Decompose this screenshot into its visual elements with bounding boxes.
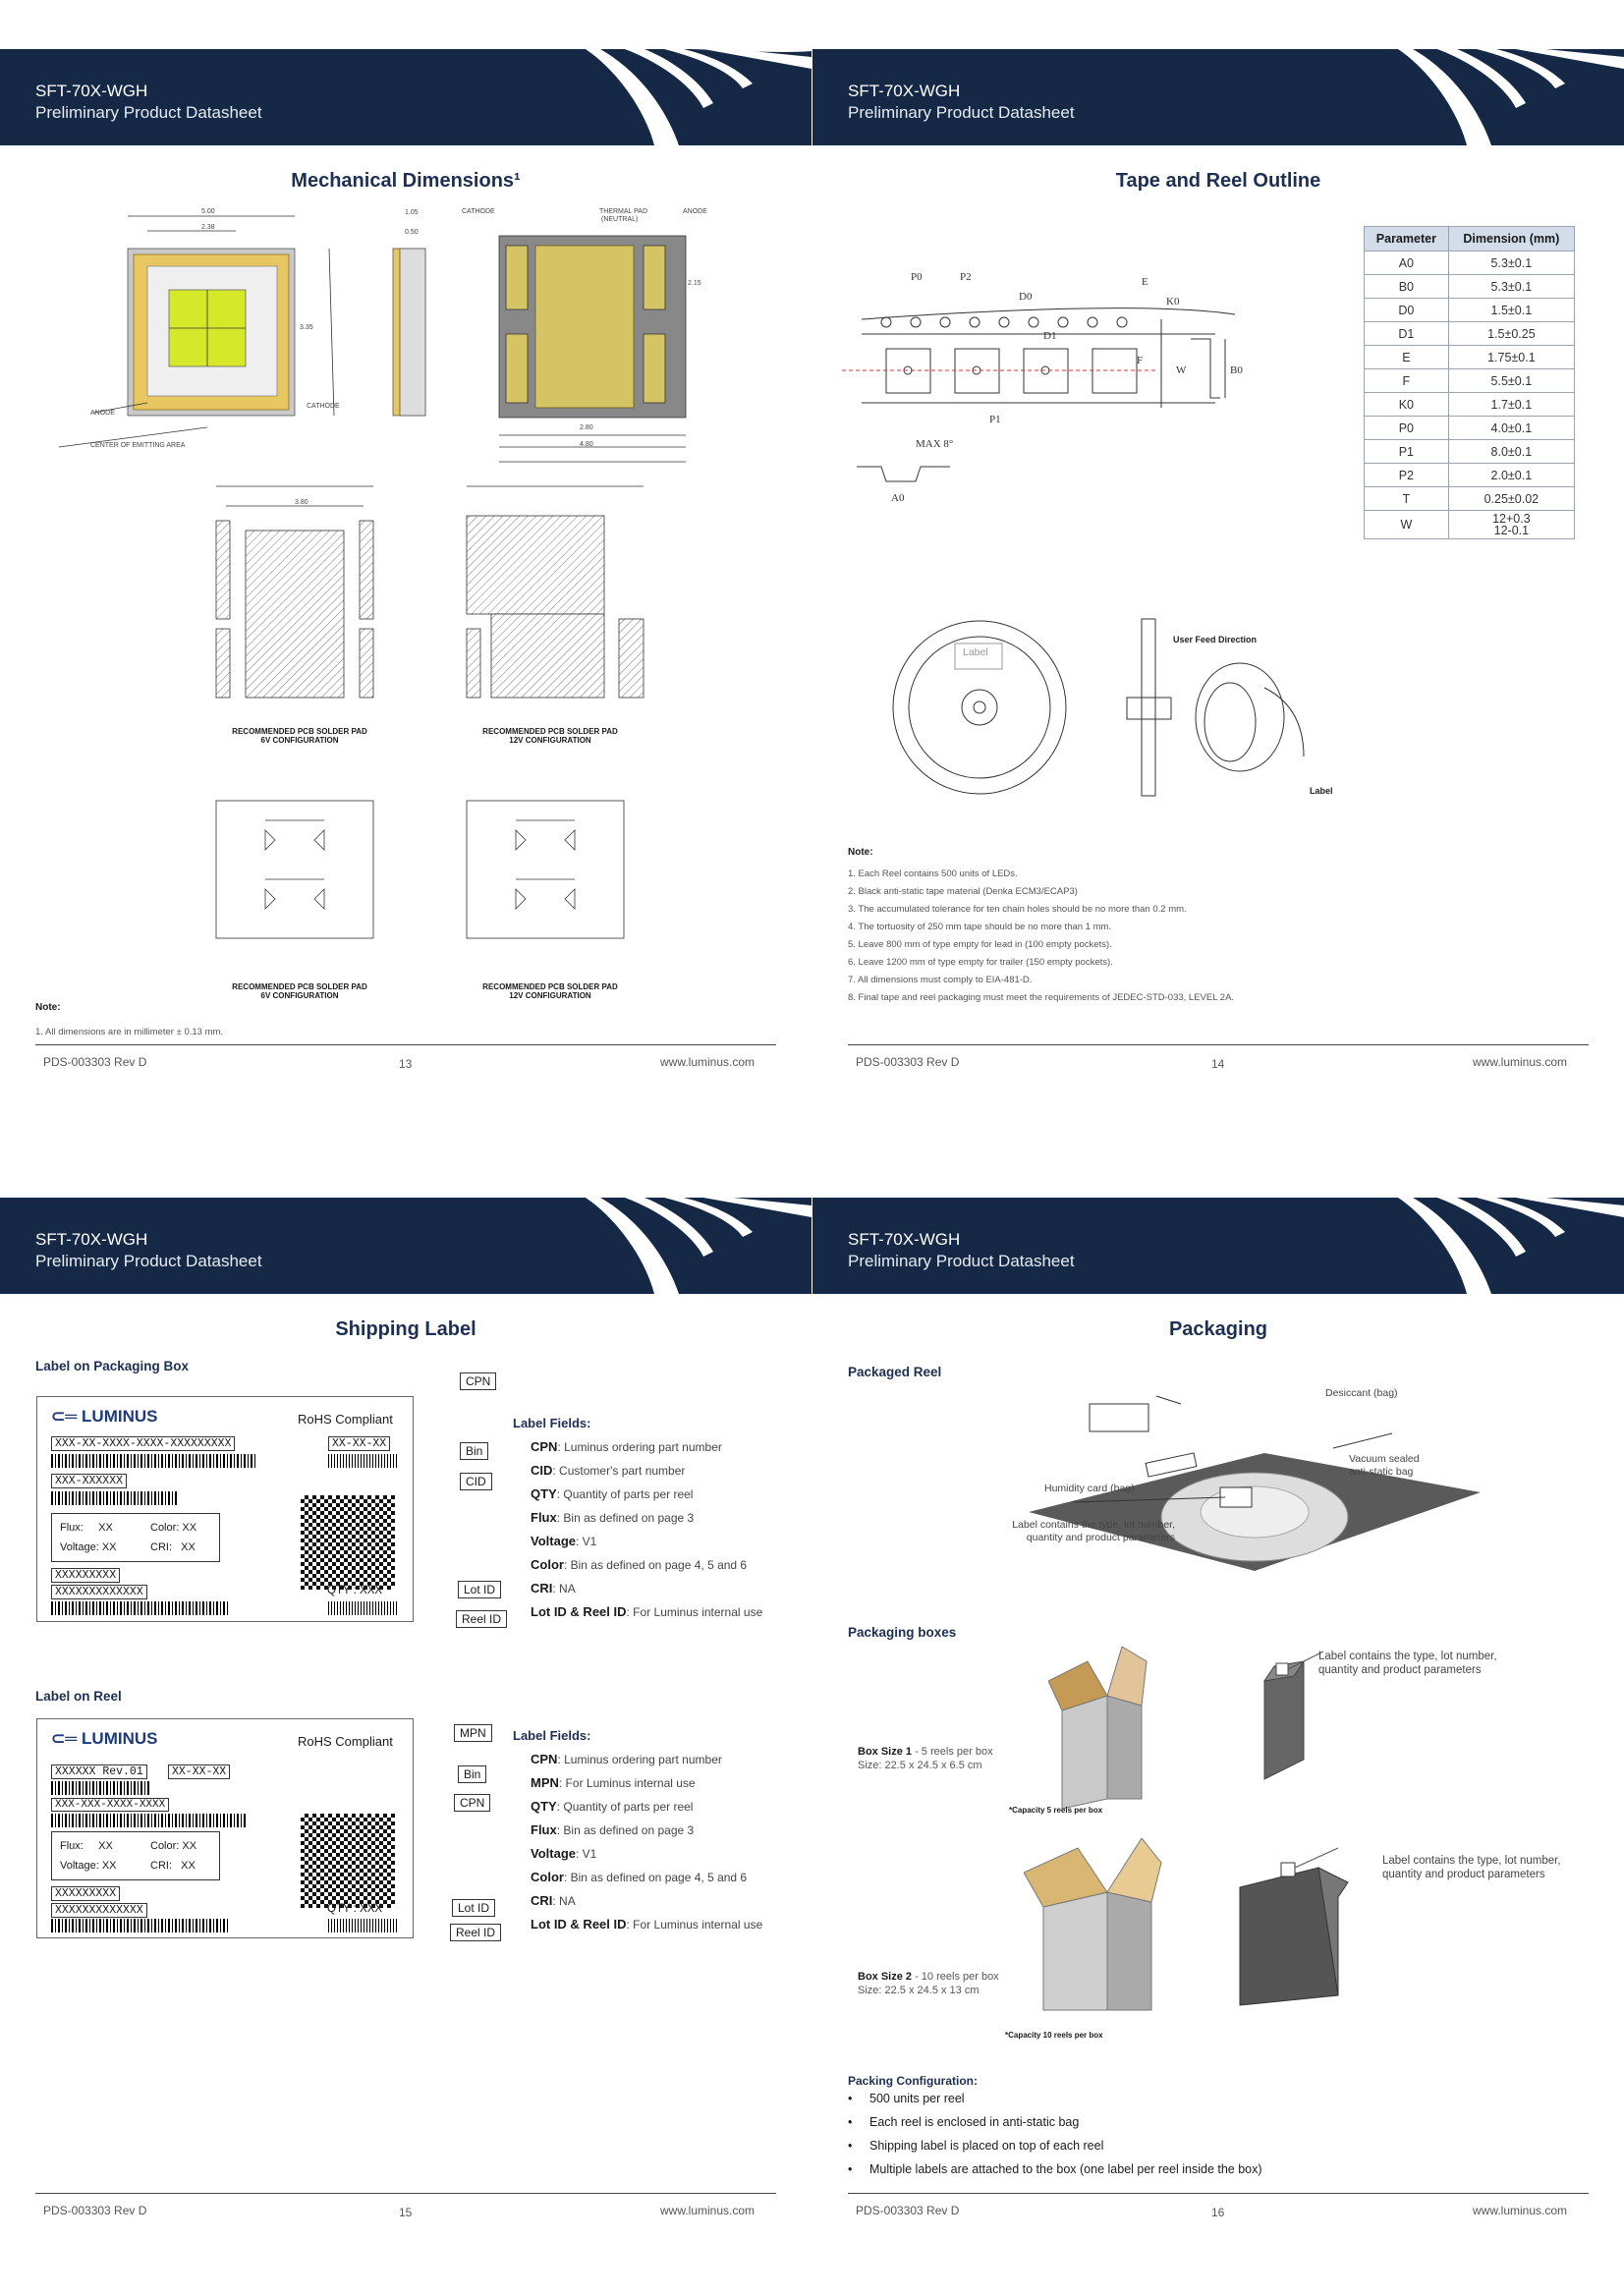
dimension-cell: 12+0.3 12-0.1 bbox=[1448, 511, 1574, 539]
config-item: • Multiple labels are attached to the box (one label per reel inside the box) bbox=[848, 2157, 1262, 2181]
flux-voltage-box: Flux: XX Color: XX Voltage: XX CRI: XX bbox=[51, 1831, 220, 1880]
qty-value: QTY : XXX bbox=[327, 1903, 383, 1915]
table-row bbox=[1365, 511, 1575, 539]
datasheet-subtitle: Preliminary Product Datasheet bbox=[848, 103, 1075, 122]
neutral-label: (NEUTRAL) bbox=[601, 216, 639, 223]
label-field: Voltage: V1 bbox=[531, 1846, 597, 1861]
note-heading: Note: bbox=[848, 847, 873, 858]
table-row bbox=[1365, 369, 1575, 393]
param-cell: E bbox=[1365, 346, 1449, 369]
datasheet-subtitle: Preliminary Product Datasheet bbox=[35, 1252, 262, 1270]
table-row bbox=[1365, 464, 1575, 487]
svg-text:A0: A0 bbox=[891, 492, 905, 504]
dimension-cell: 4.0±0.1 bbox=[1448, 417, 1574, 440]
svg-text:K0: K0 bbox=[1166, 296, 1180, 308]
page-13 bbox=[0, 0, 812, 1148]
reel-value: XXXXXXXXXXXXX bbox=[51, 1585, 147, 1599]
tag-cpn: CPN bbox=[454, 1794, 490, 1812]
datasheet-subtitle: Preliminary Product Datasheet bbox=[35, 103, 262, 122]
tag-mpn: MPN bbox=[454, 1724, 492, 1742]
cathode-label: CATHODE bbox=[462, 208, 495, 215]
lot-value: XXXXXXXXX bbox=[51, 1886, 120, 1901]
param-cell: P2 bbox=[1365, 464, 1449, 487]
barcode bbox=[51, 1601, 228, 1615]
label-field: CPN: Luminus ordering part number bbox=[531, 1439, 722, 1454]
packaged-reel-heading: Packaged Reel bbox=[848, 1365, 942, 1379]
anode-label: ANODE bbox=[683, 208, 707, 215]
label-field: Voltage: V1 bbox=[531, 1534, 597, 1548]
svg-text:W: W bbox=[1176, 364, 1187, 376]
box-label bbox=[36, 1396, 414, 1622]
table-row bbox=[1365, 322, 1575, 346]
barcode bbox=[51, 1454, 257, 1468]
dim-label: 2.15 bbox=[688, 280, 701, 287]
dim-label: 1.05 bbox=[405, 209, 419, 216]
reel-label-fields: Label Fields: CPN: Luminus ordering part number MPN: For Luminus internal use QTY: Quantity of parts per reel Flux: Bin as defined on page 3 Voltage: V1 Color: Bin as defined on page 4, 5 and 6 CRI: NA Lot ID & Reel ID: For Luminus internal use bbox=[513, 1724, 762, 1936]
tag-bin: Bin bbox=[460, 1442, 488, 1460]
table-row bbox=[1365, 487, 1575, 511]
svg-text:D0: D0 bbox=[1019, 291, 1033, 303]
dim-label: 0.50 bbox=[405, 229, 419, 236]
table-row bbox=[1365, 393, 1575, 417]
footer-url[interactable]: www.luminus.com bbox=[660, 2204, 756, 2217]
tag-cpn: CPN bbox=[460, 1372, 496, 1390]
dimension-cell: 5.5±0.1 bbox=[1448, 369, 1574, 393]
param-cell: P0 bbox=[1365, 417, 1449, 440]
dim-label: 2.38 bbox=[201, 224, 215, 231]
product-name: SFT-70X-WGH bbox=[35, 82, 148, 100]
box-size-2-text: Box Size 2 - 10 reels per box Size: 22.5 x 24.5 x 13 cm bbox=[858, 1971, 999, 1996]
product-name: SFT-70X-WGH bbox=[35, 1230, 148, 1249]
note-item: 6. Leave 1200 mm of type empty for trailer (150 empty pockets). bbox=[848, 957, 1113, 968]
user-feed-direction: User Feed Direction bbox=[1173, 635, 1258, 644]
barcode bbox=[51, 1814, 248, 1827]
rohs-text: RoHS Compliant bbox=[298, 1734, 393, 1749]
packing-config-list bbox=[826, 2087, 1262, 2181]
center-emitting-label: CENTER OF EMITTING AREA bbox=[90, 442, 186, 449]
page-header bbox=[812, 1198, 1624, 1294]
tape-drawing bbox=[842, 260, 1284, 516]
svg-text:P2: P2 bbox=[960, 271, 972, 283]
lot-value: XXXXXXXXX bbox=[51, 1568, 120, 1583]
table-row bbox=[1365, 252, 1575, 275]
dimension-cell: 1.5±0.1 bbox=[1448, 299, 1574, 322]
svg-text:P0: P0 bbox=[911, 271, 923, 283]
dimension-cell: 2.0±0.1 bbox=[1448, 464, 1574, 487]
reel-value: XXXXXXXXXXXXX bbox=[51, 1903, 147, 1918]
caption-6v: RECOMMENDED PCB SOLDER PAD 6V CONFIGURATION bbox=[232, 727, 367, 745]
doc-number: PDS-003303 Rev D bbox=[43, 2204, 147, 2217]
swoosh-logo-graphic bbox=[586, 1198, 812, 1294]
dimension-cell: 8.0±0.1 bbox=[1448, 440, 1574, 464]
note-item: 2. Black anti-static tape material (Denka ECM3/ECAP3) bbox=[848, 886, 1078, 897]
config-item: • Shipping label is placed on top of each reel bbox=[848, 2134, 1262, 2157]
note-heading: Note: bbox=[35, 1002, 61, 1013]
qty-value: QTY : XXX bbox=[327, 1585, 383, 1596]
table-row bbox=[1365, 275, 1575, 299]
logo-mark-icon: ⊂═ bbox=[51, 1407, 78, 1426]
doc-number: PDS-003303 Rev D bbox=[856, 2204, 960, 2217]
dimension-cell: 5.3±0.1 bbox=[1448, 275, 1574, 299]
note-text: 1. All dimensions are in millimeter ± 0.13 mm. bbox=[35, 1027, 224, 1037]
dim-label: 3.35 bbox=[300, 324, 313, 331]
barcode bbox=[328, 1919, 397, 1932]
svg-text:B0: B0 bbox=[1230, 364, 1243, 376]
page-number: 16 bbox=[1211, 2206, 1225, 2219]
packaging-boxes-heading: Packaging boxes bbox=[848, 1625, 957, 1640]
caption-12v-circuit: RECOMMENDED PCB SOLDER PAD 12V CONFIGURATION bbox=[482, 982, 618, 1000]
box-label-note-1: Label contains the type, lot number, quantity and product parameters bbox=[1318, 1651, 1497, 1676]
box-2-capacity: *Capacity 10 reels per box bbox=[1005, 2031, 1103, 2040]
page-header bbox=[812, 49, 1624, 145]
caption-12v: RECOMMENDED PCB SOLDER PAD 12V CONFIGURATION bbox=[482, 727, 618, 745]
note-item: 3. The accumulated tolerance for ten chain holes should be no more than 0.2 mm. bbox=[848, 904, 1187, 915]
reel-label-text: Label bbox=[963, 646, 988, 658]
caption-6v-circuit: RECOMMENDED PCB SOLDER PAD 6V CONFIGURATION bbox=[232, 982, 367, 1000]
reel-label-heading: Label on Reel bbox=[35, 1689, 122, 1704]
anode-label: ANODE bbox=[90, 410, 115, 417]
param-cell: A0 bbox=[1365, 252, 1449, 275]
tag-reel-id: Reel ID bbox=[456, 1610, 507, 1628]
dimension-cell: 0.25±0.02 bbox=[1448, 487, 1574, 511]
page-number: 14 bbox=[1211, 1057, 1225, 1071]
note-item: 8. Final tape and reel packaging must meet the requirements of JEDEC-STD-033, LEVEL 2A. bbox=[848, 992, 1235, 1003]
tag-bin: Bin bbox=[458, 1765, 486, 1783]
dimension-cell: 1.75±0.1 bbox=[1448, 346, 1574, 369]
page-header bbox=[0, 49, 812, 145]
box-1-capacity: *Capacity 5 reels per box bbox=[1009, 1806, 1103, 1815]
box-label-note-2: Label contains the type, lot number, quantity and product parameters bbox=[1382, 1855, 1561, 1880]
param-cell: W bbox=[1365, 511, 1449, 539]
packing-config-heading: Packing Configuration: bbox=[848, 2074, 978, 2088]
datasheet-subtitle: Preliminary Product Datasheet bbox=[848, 1252, 1075, 1270]
luminus-logo: ⊂═ LUMINUS bbox=[51, 1407, 158, 1426]
humidity-card-label: Humidity card (bag) bbox=[1044, 1483, 1135, 1494]
mechanical-drawings bbox=[0, 201, 812, 1046]
svg-text:D1: D1 bbox=[1043, 330, 1057, 342]
footer-url[interactable]: www.luminus.com bbox=[660, 1055, 756, 1069]
footer-rule bbox=[848, 2193, 1589, 2194]
qr-code bbox=[301, 1814, 395, 1908]
label-field: CRI: NA bbox=[531, 1893, 576, 1908]
dimension-cell: 1.5±0.25 bbox=[1448, 322, 1574, 346]
doc-number: PDS-003303 Rev D bbox=[43, 1055, 147, 1069]
page-header bbox=[0, 1198, 812, 1294]
param-cell: K0 bbox=[1365, 393, 1449, 417]
label-field: QTY: Quantity of parts per reel bbox=[531, 1799, 694, 1814]
page-title: Tape and Reel Outline bbox=[1115, 170, 1321, 192]
footer-rule bbox=[848, 1044, 1589, 1045]
col-parameter: Parameter bbox=[1365, 227, 1449, 252]
box-label-heading: Label on Packaging Box bbox=[35, 1359, 190, 1373]
page-title: Mechanical Dimensions¹ bbox=[291, 170, 521, 192]
notes-list bbox=[848, 866, 1234, 1007]
note-item: 7. All dimensions must comply to EIA-481-D. bbox=[848, 975, 1033, 985]
page-15 bbox=[0, 1148, 812, 2296]
label-field: Lot ID & Reel ID: For Luminus internal use bbox=[531, 1604, 763, 1619]
page-number: 13 bbox=[399, 1057, 413, 1071]
logo-mark-icon: ⊂═ bbox=[51, 1729, 78, 1748]
page-16 bbox=[812, 1148, 1624, 2296]
dimension-cell: 5.3±0.1 bbox=[1448, 252, 1574, 275]
footer-rule bbox=[35, 2193, 776, 2194]
product-name: SFT-70X-WGH bbox=[848, 82, 961, 100]
svg-text:P1: P1 bbox=[989, 414, 1001, 425]
table-row bbox=[1365, 299, 1575, 322]
swoosh-logo-graphic bbox=[586, 49, 812, 145]
swoosh-logo-graphic bbox=[1398, 1198, 1624, 1294]
label-field: CID: Customer's part number bbox=[531, 1463, 686, 1478]
dimension-cell: 1.7±0.1 bbox=[1448, 393, 1574, 417]
tape-dimension-table bbox=[1364, 226, 1575, 539]
svg-text:F: F bbox=[1137, 355, 1144, 366]
param-cell: B0 bbox=[1365, 275, 1449, 299]
reel-label-note: Label contains the type, lot number, quantity and product parameters bbox=[1012, 1519, 1175, 1543]
note-item: 1. Each Reel contains 500 units of LEDs. bbox=[848, 868, 1018, 879]
qr-code bbox=[301, 1495, 395, 1590]
label-field: Flux: Bin as defined on page 3 bbox=[531, 1822, 695, 1837]
tag-reel-id: Reel ID bbox=[450, 1924, 501, 1941]
label-field: CRI: NA bbox=[531, 1581, 576, 1596]
dim-label: 2.80 bbox=[580, 424, 593, 431]
tag-lot-id: Lot ID bbox=[458, 1581, 501, 1598]
footer-rule bbox=[35, 1044, 776, 1045]
param-cell: D1 bbox=[1365, 322, 1449, 346]
table-row bbox=[1365, 417, 1575, 440]
table-row bbox=[1365, 346, 1575, 369]
reel-label bbox=[36, 1718, 414, 1938]
param-cell: D0 bbox=[1365, 299, 1449, 322]
label-field: CPN: Luminus ordering part number bbox=[531, 1752, 722, 1766]
cpn-value: XXX-XXX-XXXX-XXXX bbox=[51, 1798, 169, 1812]
config-item: • 500 units per reel bbox=[848, 2087, 1262, 2110]
page-14 bbox=[812, 0, 1624, 1148]
rohs-text: RoHS Compliant bbox=[298, 1412, 393, 1427]
note-item: 4. The tortuosity of 250 mm tape should be no more than 1 mm. bbox=[848, 922, 1112, 932]
label-field: MPN: For Luminus internal use bbox=[531, 1775, 696, 1790]
vacuum-label: Vacuum sealed anti-static bag bbox=[1349, 1453, 1420, 1478]
table-row bbox=[1365, 440, 1575, 464]
cpn-value: XXX-XX-XXXX-XXXX-XXXXXXXXX bbox=[51, 1436, 235, 1451]
note-item: 5. Leave 800 mm of type empty for lead in (100 empty pockets). bbox=[848, 939, 1112, 950]
luminus-logo: ⊂═ LUMINUS bbox=[51, 1729, 158, 1748]
label-field: Color: Bin as defined on page 4, 5 and 6 bbox=[531, 1557, 748, 1572]
flux-voltage-box: Flux: XX Color: XX Voltage: XX CRI: XX bbox=[51, 1513, 220, 1562]
footer-url[interactable]: www.luminus.com bbox=[1473, 1055, 1568, 1069]
mpn-value: XXXXXX Rev.01 bbox=[51, 1764, 147, 1779]
svg-text:MAX 8°: MAX 8° bbox=[916, 438, 954, 450]
cathode-label: CATHODE bbox=[307, 403, 340, 410]
tag-cid: CID bbox=[460, 1473, 492, 1490]
footer-url[interactable]: www.luminus.com bbox=[1473, 2204, 1568, 2217]
dim-label: 5.00 bbox=[201, 208, 215, 215]
box-label-fields: Label Fields: CPN: Luminus ordering part number CID: Customer's part number QTY: Quantity of parts per reel Flux: Bin as defined on page 3 Voltage: V1 Color: Bin as defined on page 4, 5 and 6 CRI: NA Lot ID & Reel ID: For Luminus internal use bbox=[513, 1412, 762, 1624]
bin-value: XX-XX-XX bbox=[328, 1436, 390, 1451]
config-item: • Each reel is enclosed in anti-static bag bbox=[848, 2110, 1262, 2134]
label-field: Color: Bin as defined on page 4, 5 and 6 bbox=[531, 1870, 748, 1884]
swoosh-logo-graphic bbox=[1398, 49, 1624, 145]
doc-number: PDS-003303 Rev D bbox=[856, 1055, 960, 1069]
label-field: Flux: Bin as defined on page 3 bbox=[531, 1510, 695, 1525]
svg-text:E: E bbox=[1142, 276, 1148, 288]
barcode bbox=[51, 1919, 228, 1932]
barcode bbox=[328, 1601, 397, 1615]
cid-value: XXX-XXXXXX bbox=[51, 1474, 127, 1488]
bin-value: XX-XX-XX bbox=[168, 1764, 230, 1779]
dim-label: 4.80 bbox=[580, 441, 593, 448]
box-size-1-text: Box Size 1 - 5 reels per box Size: 22.5 x 24.5 x 6.5 cm bbox=[858, 1746, 993, 1771]
barcode bbox=[51, 1491, 179, 1505]
col-dimension: Dimension (mm) bbox=[1448, 227, 1574, 252]
barcode bbox=[328, 1454, 397, 1468]
param-cell: T bbox=[1365, 487, 1449, 511]
param-cell: F bbox=[1365, 369, 1449, 393]
barcode bbox=[51, 1781, 149, 1795]
tag-lot-id: Lot ID bbox=[452, 1899, 495, 1917]
thermal-label: THERMAL PAD bbox=[599, 208, 648, 215]
page-number: 15 bbox=[399, 2206, 413, 2219]
param-cell: P1 bbox=[1365, 440, 1449, 464]
dim-label: 3.80 bbox=[295, 499, 308, 506]
page-title: Shipping Label bbox=[335, 1318, 476, 1340]
product-name: SFT-70X-WGH bbox=[848, 1230, 961, 1249]
reel-drawing bbox=[891, 589, 1314, 825]
label-field: Lot ID & Reel ID: For Luminus internal use bbox=[531, 1917, 763, 1932]
label-field: QTY: Quantity of parts per reel bbox=[531, 1486, 694, 1501]
reel-label-caption: Label bbox=[1310, 786, 1333, 796]
desiccant-label: Desiccant (bag) bbox=[1325, 1387, 1398, 1399]
page-title: Packaging bbox=[1168, 1318, 1268, 1340]
